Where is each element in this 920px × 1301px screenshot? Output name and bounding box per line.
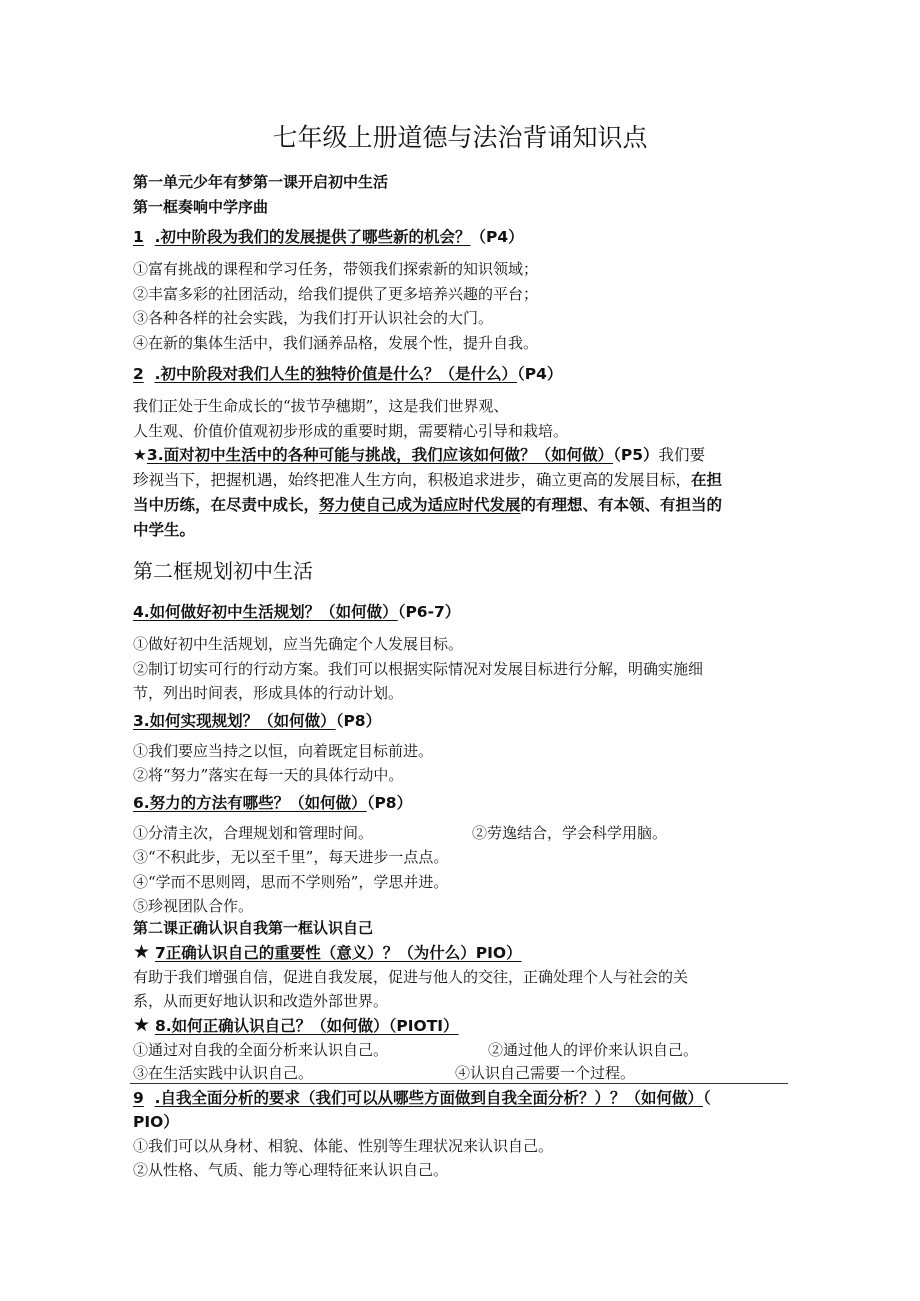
answer-6-item: ④“学而不思则罔，思而不学则殆”，学思并进。 [133, 873, 449, 891]
question-2-page: （P4） [516, 365, 563, 383]
answer-3-bold: 的有理想、有本领、有担当的 [520, 496, 723, 514]
answer-8-item: ④认识自己需要一个过程。 [455, 1064, 636, 1082]
question-7 [133, 942, 522, 963]
question-5-page: （P8） [335, 712, 382, 730]
question-1-text: .初中阶段为我们的发展提供了哪些新的机会？ [154, 228, 471, 246]
question-9-tail: （ [703, 1089, 711, 1107]
question-8 [133, 1015, 459, 1036]
answer-7-line: 有助于我们增强自信，促进自我发展，促进与他人的交往，正确处理个人与社会的关 [133, 968, 689, 986]
answer-3-line: 中学生。 [133, 521, 196, 539]
question-1 [133, 227, 524, 247]
question-5 [133, 711, 381, 731]
answer-6-item: ③“不积此步，无以至千里”，每天进步一点点。 [133, 848, 449, 866]
question-6 [133, 793, 412, 813]
star-icon: ★ [133, 446, 147, 464]
question-3 [133, 445, 705, 465]
question-2-number: 2 [133, 365, 144, 383]
answer-4-item: 节，列出时间表，形成具体的行动计划。 [133, 684, 404, 702]
question-9-page: PIO） [133, 1113, 179, 1131]
question-2 [133, 364, 562, 384]
question-3-page: （P5） [613, 446, 659, 464]
question-6-text: 6.努力的方法有哪些？（如何做） [133, 794, 367, 812]
document-title: 七年级上册道德与法治背诵知识点 [272, 123, 648, 152]
question-9 [133, 1088, 711, 1108]
answer-1-item: ①富有挑战的课程和学习任务，带领我们探索新的知识领域； [133, 260, 539, 278]
question-4 [133, 602, 460, 622]
question-9-number: 9 [133, 1089, 144, 1107]
question-9-text: .自我全面分析的要求（我们可以从哪些方面做到自我全面分析？）？（如何做） [154, 1089, 703, 1107]
answer-8-item: ③在生活实践中认识自己。 [133, 1064, 314, 1082]
answer-3-line [133, 495, 722, 515]
answer-9-item: ①我们可以从身材、相貌、体能、性别等生理状况来认识自己。 [133, 1137, 554, 1155]
answer-6-item: ⑤珍视团队合作。 [133, 897, 254, 915]
answer-1-item: ④在新的集体生活中，我们涵养品格，发展个性，提升自我。 [133, 334, 539, 352]
star-icon: ★ [133, 941, 151, 963]
divider-line [130, 1083, 788, 1084]
question-1-number: 1 [133, 228, 144, 246]
answer-7-line: 系，从而更好地认识和改造外部世界。 [133, 992, 389, 1010]
answer-3-underlined: 努力使自己成为适应时代发展 [319, 496, 521, 514]
answer-2-line: 我们正处于生命成长的“拔节孕穗期”，这是我们世界观、 [133, 397, 509, 415]
lesson-2-heading: 第二课正确认识自我第一框认识自己 [133, 919, 374, 937]
question-4-text: 4.如何做好初中生活规划？（如何做） [133, 603, 398, 621]
question-5-text: 3.如何实现规划？（如何做） [133, 712, 336, 730]
frame-heading: 第一框奏响中学序曲 [133, 198, 269, 216]
answer-1-item: ②丰富多彩的社团活动，给我们提供了更多培养兴趣的平台； [133, 285, 539, 303]
answer-1-item: ③各种各样的社会实践，为我们打开认识社会的大门。 [133, 309, 494, 327]
question-8-text: 8.如何正确认识自己？（如何做）（PIOTI） [154, 1017, 459, 1035]
question-7-text: 7正确认识自己的重要性（意义）？（为什么）PIO） [154, 944, 522, 962]
answer-5-item: ②将“努力”落实在每一天的具体行动中。 [133, 766, 404, 784]
frame-2-heading: 第二框规划初中生活 [133, 559, 313, 583]
question-1-page: （P4） [470, 228, 524, 246]
answer-6-item: ①分清主次，合理规划和管理时间。 [133, 824, 374, 842]
star-icon: ★ [133, 1014, 151, 1036]
answer-4-item: ②制订切实可行的行动方案。我们可以根据实际情况对发展目标进行分解，明确实施细 [133, 660, 704, 678]
answer-2-line: 人生观、价值价值观初步形成的重要时期，需要精心引导和栽培。 [133, 422, 569, 440]
question-2-text: .初中阶段对我们人生的独特价值是什么？（是什么） [154, 365, 517, 383]
answer-8-item: ②通过他人的评价来认识自己。 [488, 1041, 699, 1059]
unit-heading: 第一单元少年有梦第一课开启初中生活 [133, 173, 389, 191]
answer-9-item: ②从性格、气质、能力等心理特征来认识自己。 [133, 1161, 449, 1179]
answer-5-item: ①我们要应当持之以恒，向着既定目标前进。 [133, 742, 434, 760]
answer-4-item: ①做好初中生活规划，应当先确定个人发展目标。 [133, 635, 464, 653]
question-4-page: （P6-7） [397, 603, 461, 621]
question-3-text: 3.面对初中生活中的各种可能与挑战，我们应该如何做？（如何做） [146, 446, 614, 464]
answer-3-text: 珍视当下，把握机遇，始终把准人生方向，积极追求进步，确立更高的发展目标， [133, 471, 692, 489]
answer-3-bold: 在担 [691, 471, 723, 489]
question-3-tail: 我们要 [658, 446, 706, 464]
question-6-page: （P8） [366, 794, 413, 812]
answer-6-item: ②劳逸结合，学会科学用脑。 [472, 824, 668, 842]
answer-8-item: ①通过对自我的全面分析来认识自己。 [133, 1041, 389, 1059]
answer-3-line [133, 470, 722, 490]
answer-3-bold: 当中历练，在尽责中成长， [133, 496, 320, 514]
